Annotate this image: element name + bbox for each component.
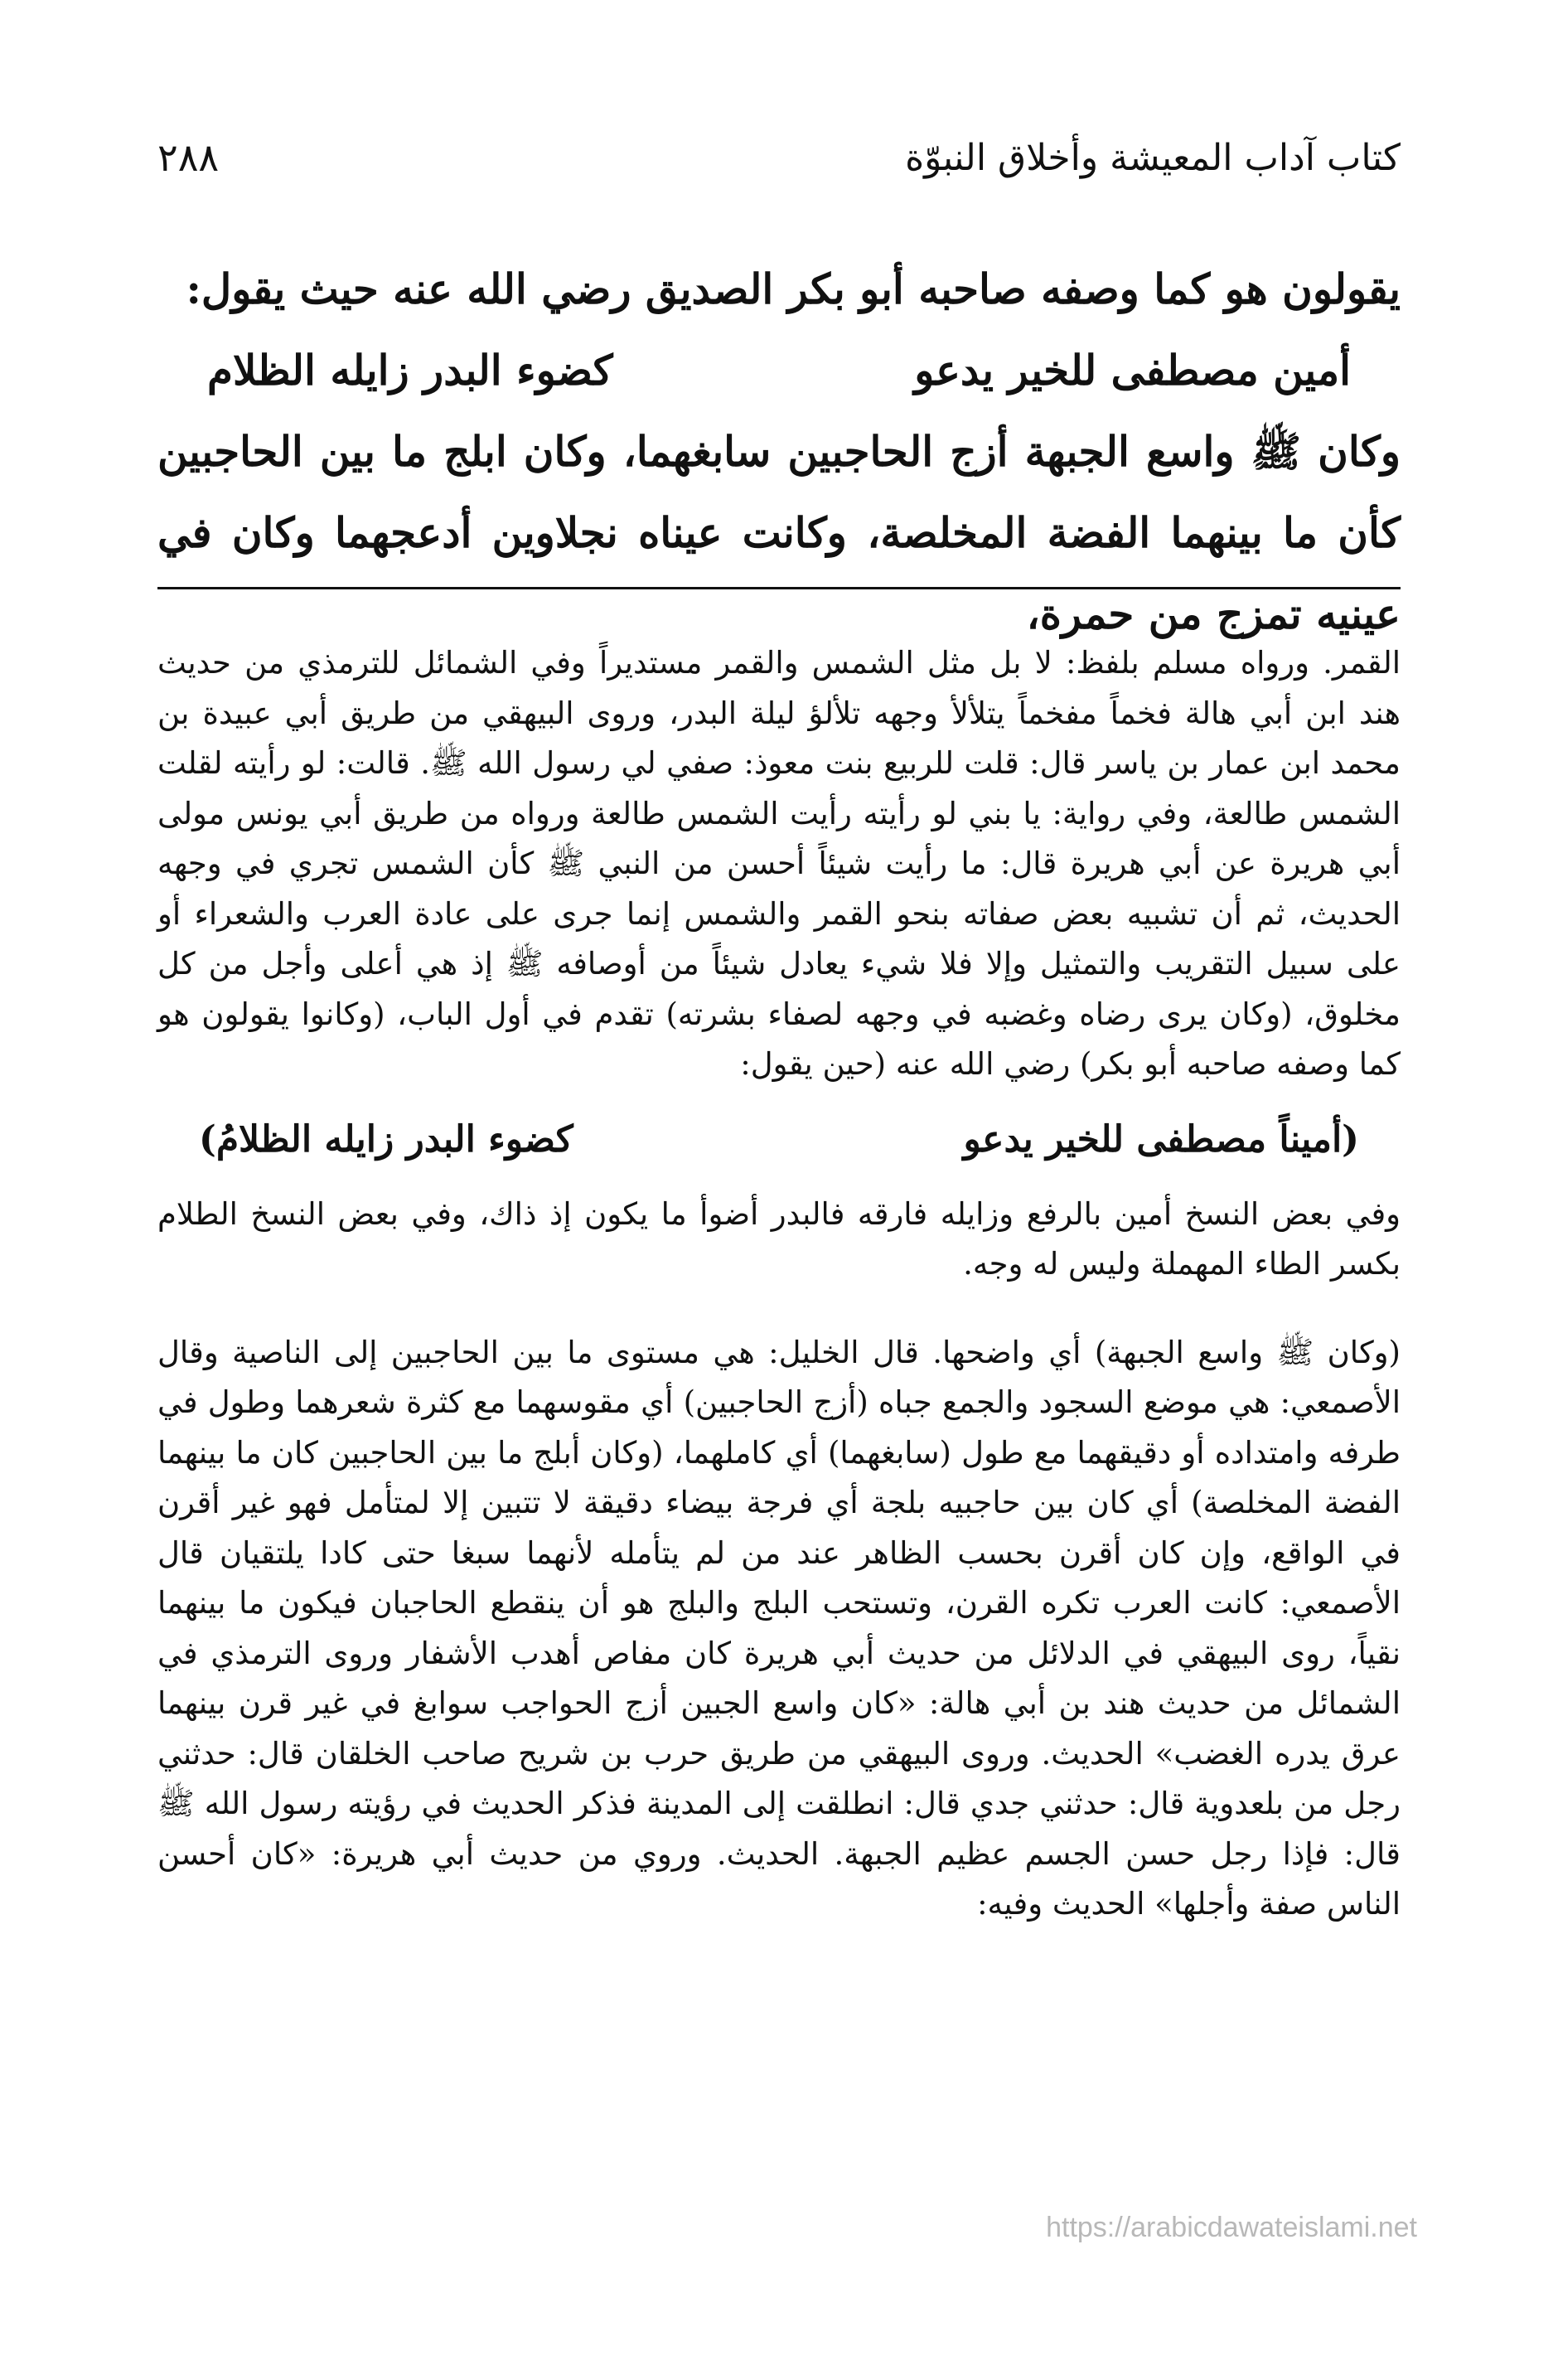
page-number: ٢٨٨ xyxy=(157,135,220,180)
main-paragraph: وكان ﷺ واسع الجبهة أزج الحاجبين سابغهما، وكان ابلج ما بين الحاجبين كأن ما بينهما الفضة المخلصة، وكانت عيناه نجلاوين أدعجهما وكان في عينيه تمزج من حمرة، xyxy=(157,427,1401,638)
main-text-block xyxy=(157,249,1401,655)
commentary-paragraph-1: القمر. ورواه مسلم بلفظ: لا بل مثل الشمس والقمر مستديراً وفي الشمائل للترمذي من حديث هند ابن أبي هالة فخماً مفخماً يتلألأ وجهه تلألؤ ليلة البدر، وروى البيهقي من طريق أبي عبيدة بن محمد ابن عمار بن ياسر قال: قلت للربيع بنت معوذ: صفي لي رسول الله ﷺ. قالت: لو رأيته لقلت الشمس طالعة، وفي رواية: يا بني لو رأيته رأيت الشمس طالعة ورواه من طريق أبي يونس مولى أبي هريرة عن أبي هريرة قال: ما رأيت شيئاً أحسن من النبي ﷺ كأن الشمس تجري في وجهه الحديث، ثم أن تشبيه بعض صفاته بنحو القمر والشمس إنما جرى على عادة العرب والشعراء أو على سبيل التقريب والتمثيل وإلا فلا شيء يعادل شيئاً من أوصافه ﷺ إذ هي أعلى وأجل من كل مخلوق، (وكان يرى رضاه وغضبه في وجهه لصفاء بشرته) تقدم في أول الباب، (وكانوا يقولون هو كما وصفه صاحبه أبو بكر) رضي الله عنه (حين يقول: xyxy=(157,645,1401,1082)
main-verse xyxy=(157,330,1401,411)
running-header xyxy=(157,124,1401,191)
book-title: كتاب آداب المعيشة وأخلاق النبوّة xyxy=(905,136,1401,179)
commentary-verse-first-hemistich: (أميناً مصطفى للخير يدعو xyxy=(963,1117,1359,1161)
commentary-verse xyxy=(157,1090,1401,1190)
main-verse-first-hemistich: أمين مصطفى للخير يدعو xyxy=(914,346,1351,395)
paragraph-gap xyxy=(157,1290,1401,1328)
main-intro-line: يقولون هو كما وصفه صاحبه أبو بكر الصديق رضي الله عنه حيث يقول: xyxy=(186,264,1401,313)
commentary-paragraph-2: وفي بعض النسخ أمين بالرفع وزايله فارقه فالبدر أضوأ ما يكون إذ ذاك، وفي بعض النسخ الطلام بكسر الطاء المهملة وليس له وجه. xyxy=(157,1195,1401,1282)
commentary-block xyxy=(157,638,1401,1930)
commentary-verse-second-hemistich: كضوء البدر زايله الظلامُ) xyxy=(199,1117,573,1161)
main-verse-second-hemistich: كضوء البدر زايله الظلام xyxy=(207,346,613,395)
source-url-watermark: https://arabicdawateislami.net xyxy=(1046,2212,1417,2243)
section-divider xyxy=(157,587,1401,589)
commentary-paragraph-3: (وكان ﷺ واسع الجبهة) أي واضحها. قال الخليل: هي مستوى ما بين الحاجبين إلى الناصية وقال الأصمعي: هي موضع السجود والجمع جباه (أزج الحاجبين) أي مقوسهما مع كثرة شعرهما وطول في طرفه وامتداده أو دقيقهما مع طول (سابغهما) أي كاملهما، (وكان أبلج ما بين الحاجبين كان ما بينهما الفضة المخلصة) أي كان بين حاجبيه بلجة أي فرجة بيضاء دقيقة لا تتبين إلا لمتأمل فهو غير أقرن في الواقع، وإن كان أقرن بحسب الظاهر عند من لم يتأمله لأنهما سبغا حتى كادا يلتقيان قال الأصمعي: كانت العرب تكره القرن، وتستحب البلج والبلج هو أن ينقطع الحاجبان فيكون ما بينهما نقياً، روى البيهقي في الدلائل من حديث أبي هريرة كان مفاص أهدب الأشفار وروى الترمذي في الشمائل من حديث هند بن أبي هالة: «كان واسع الجبين أزج الحواجب سوابغ في غير قرن بينهما عرق يدره الغضب» الحديث. وروى البيهقي من طريق حرب بن شريح صاحب الخلقان قال: حدثني رجل من بلعدوية قال: حدثني جدي قال: انطلقت إلى المدينة فذكر الحديث في رؤيته رسول الله ﷺ قال: فإذا رجل حسن الجسم عظيم الجبهة. الحديث. وروي من حديث أبي هريرة: «كان أحسن الناس صفة وأجلها» الحديث وفيه: xyxy=(157,1334,1401,1922)
